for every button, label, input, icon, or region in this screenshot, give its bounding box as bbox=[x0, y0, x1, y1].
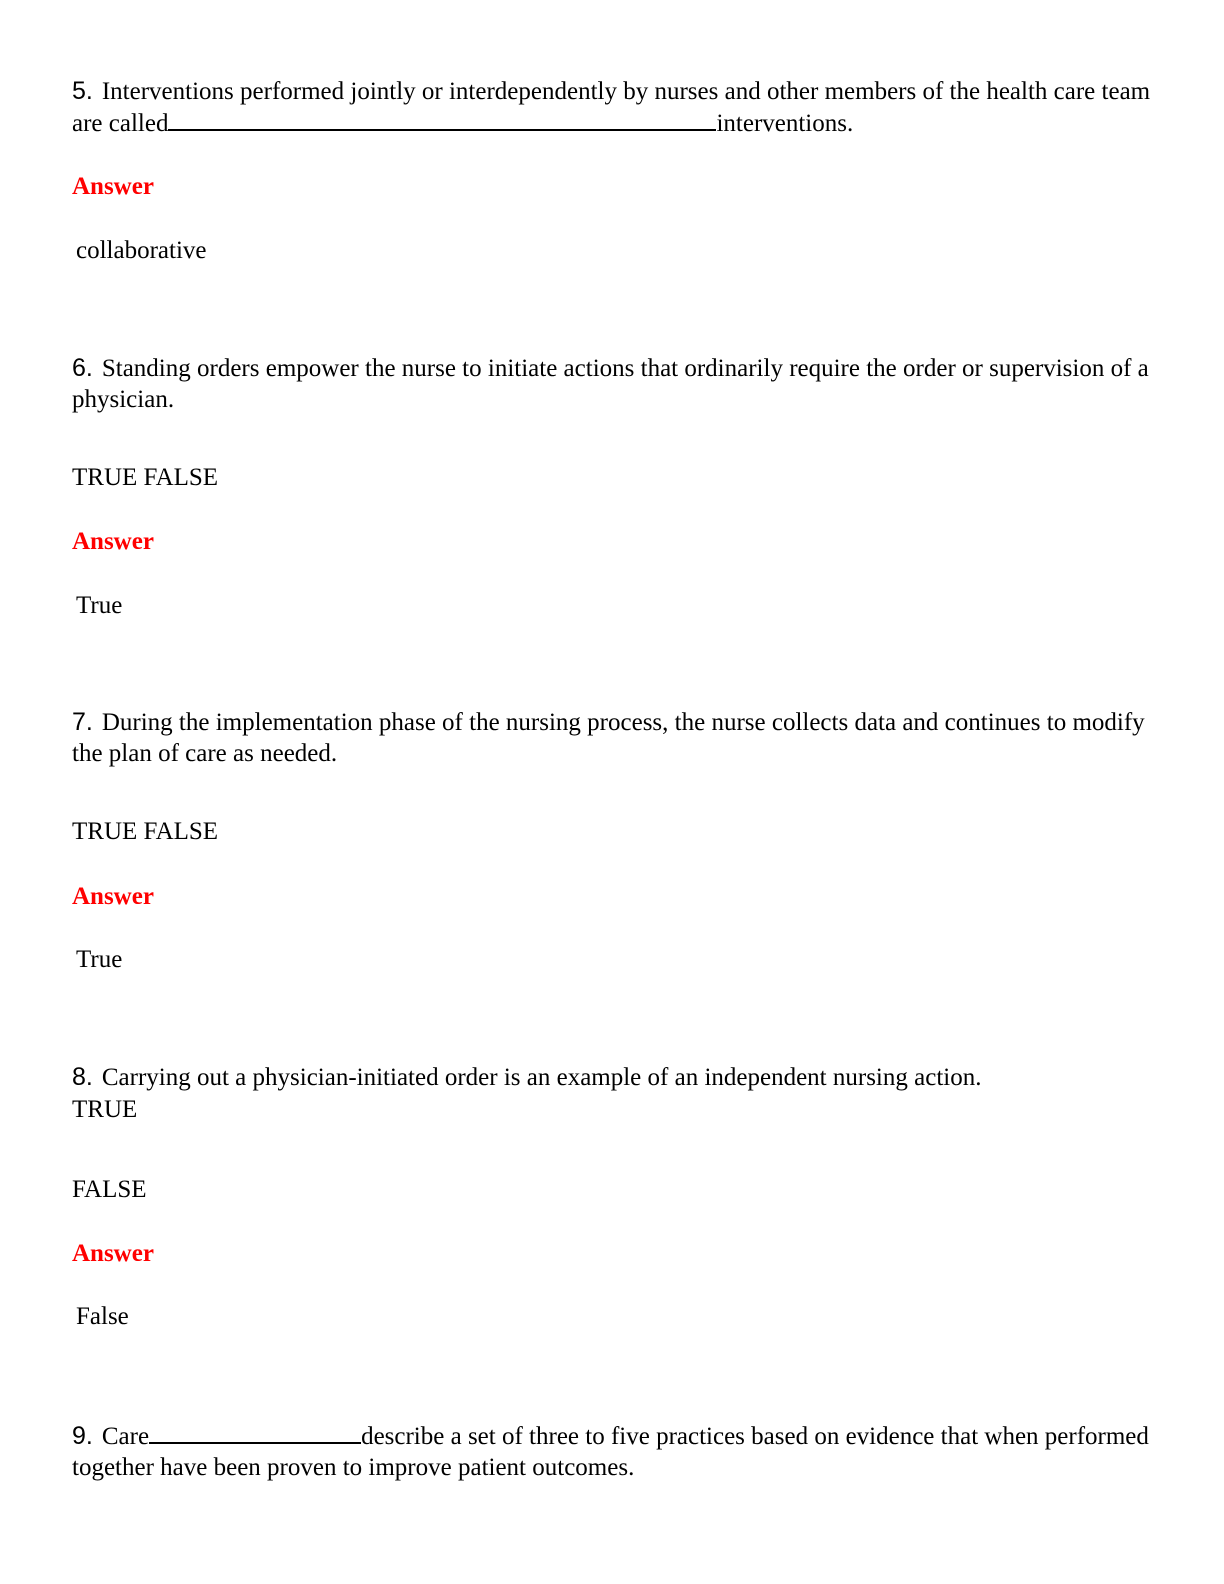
question-number: 9. bbox=[72, 1422, 93, 1450]
true-false-options: TRUE FALSE bbox=[72, 464, 219, 491]
question-6 bbox=[72, 353, 1162, 415]
question-7 bbox=[72, 707, 1162, 769]
question-number: 6. bbox=[72, 354, 93, 382]
answer-text: collaborative bbox=[76, 237, 207, 264]
answer-label: Answer bbox=[72, 173, 154, 200]
answer-label: Answer bbox=[72, 528, 154, 555]
question-number: 5. bbox=[72, 77, 93, 105]
question-text: Interventions performed jointly or interdependently by nurses and other members of the health care team are called bbox=[72, 78, 1151, 137]
question-text: Carrying out a physician-initiated order is an example of an independent nursing action. bbox=[101, 1064, 982, 1091]
answer-text: True bbox=[76, 592, 123, 619]
question-text: Standing orders empower the nurse to initiate actions that ordinarily require the order or supervision of a physician. bbox=[72, 355, 1149, 413]
fill-in-blank bbox=[149, 1420, 361, 1444]
true-false-options: TRUE FALSE bbox=[72, 818, 219, 845]
answer-text: True bbox=[76, 946, 123, 973]
question-text: During the implementation phase of the nursing process, the nurse collects data and continues to modify the plan of care as needed. bbox=[72, 709, 1145, 767]
answer-label: Answer bbox=[72, 883, 154, 910]
question-number: 7. bbox=[72, 708, 93, 736]
option-true: TRUE bbox=[72, 1096, 138, 1123]
answer-text: False bbox=[76, 1303, 129, 1330]
question-number: 8. bbox=[72, 1063, 93, 1091]
question-9 bbox=[72, 1420, 1162, 1483]
option-false: FALSE bbox=[72, 1176, 147, 1203]
question-8 bbox=[72, 1062, 1162, 1093]
question-text: Care bbox=[101, 1423, 150, 1450]
question-text-after: describe a set of three to five practices based on evidence that when performed together have been proven to improve patient outcomes. bbox=[72, 1423, 1149, 1481]
answer-label: Answer bbox=[72, 1240, 154, 1267]
question-5 bbox=[72, 76, 1162, 139]
fill-in-blank bbox=[168, 107, 716, 131]
question-text-after: interventions. bbox=[716, 110, 854, 137]
